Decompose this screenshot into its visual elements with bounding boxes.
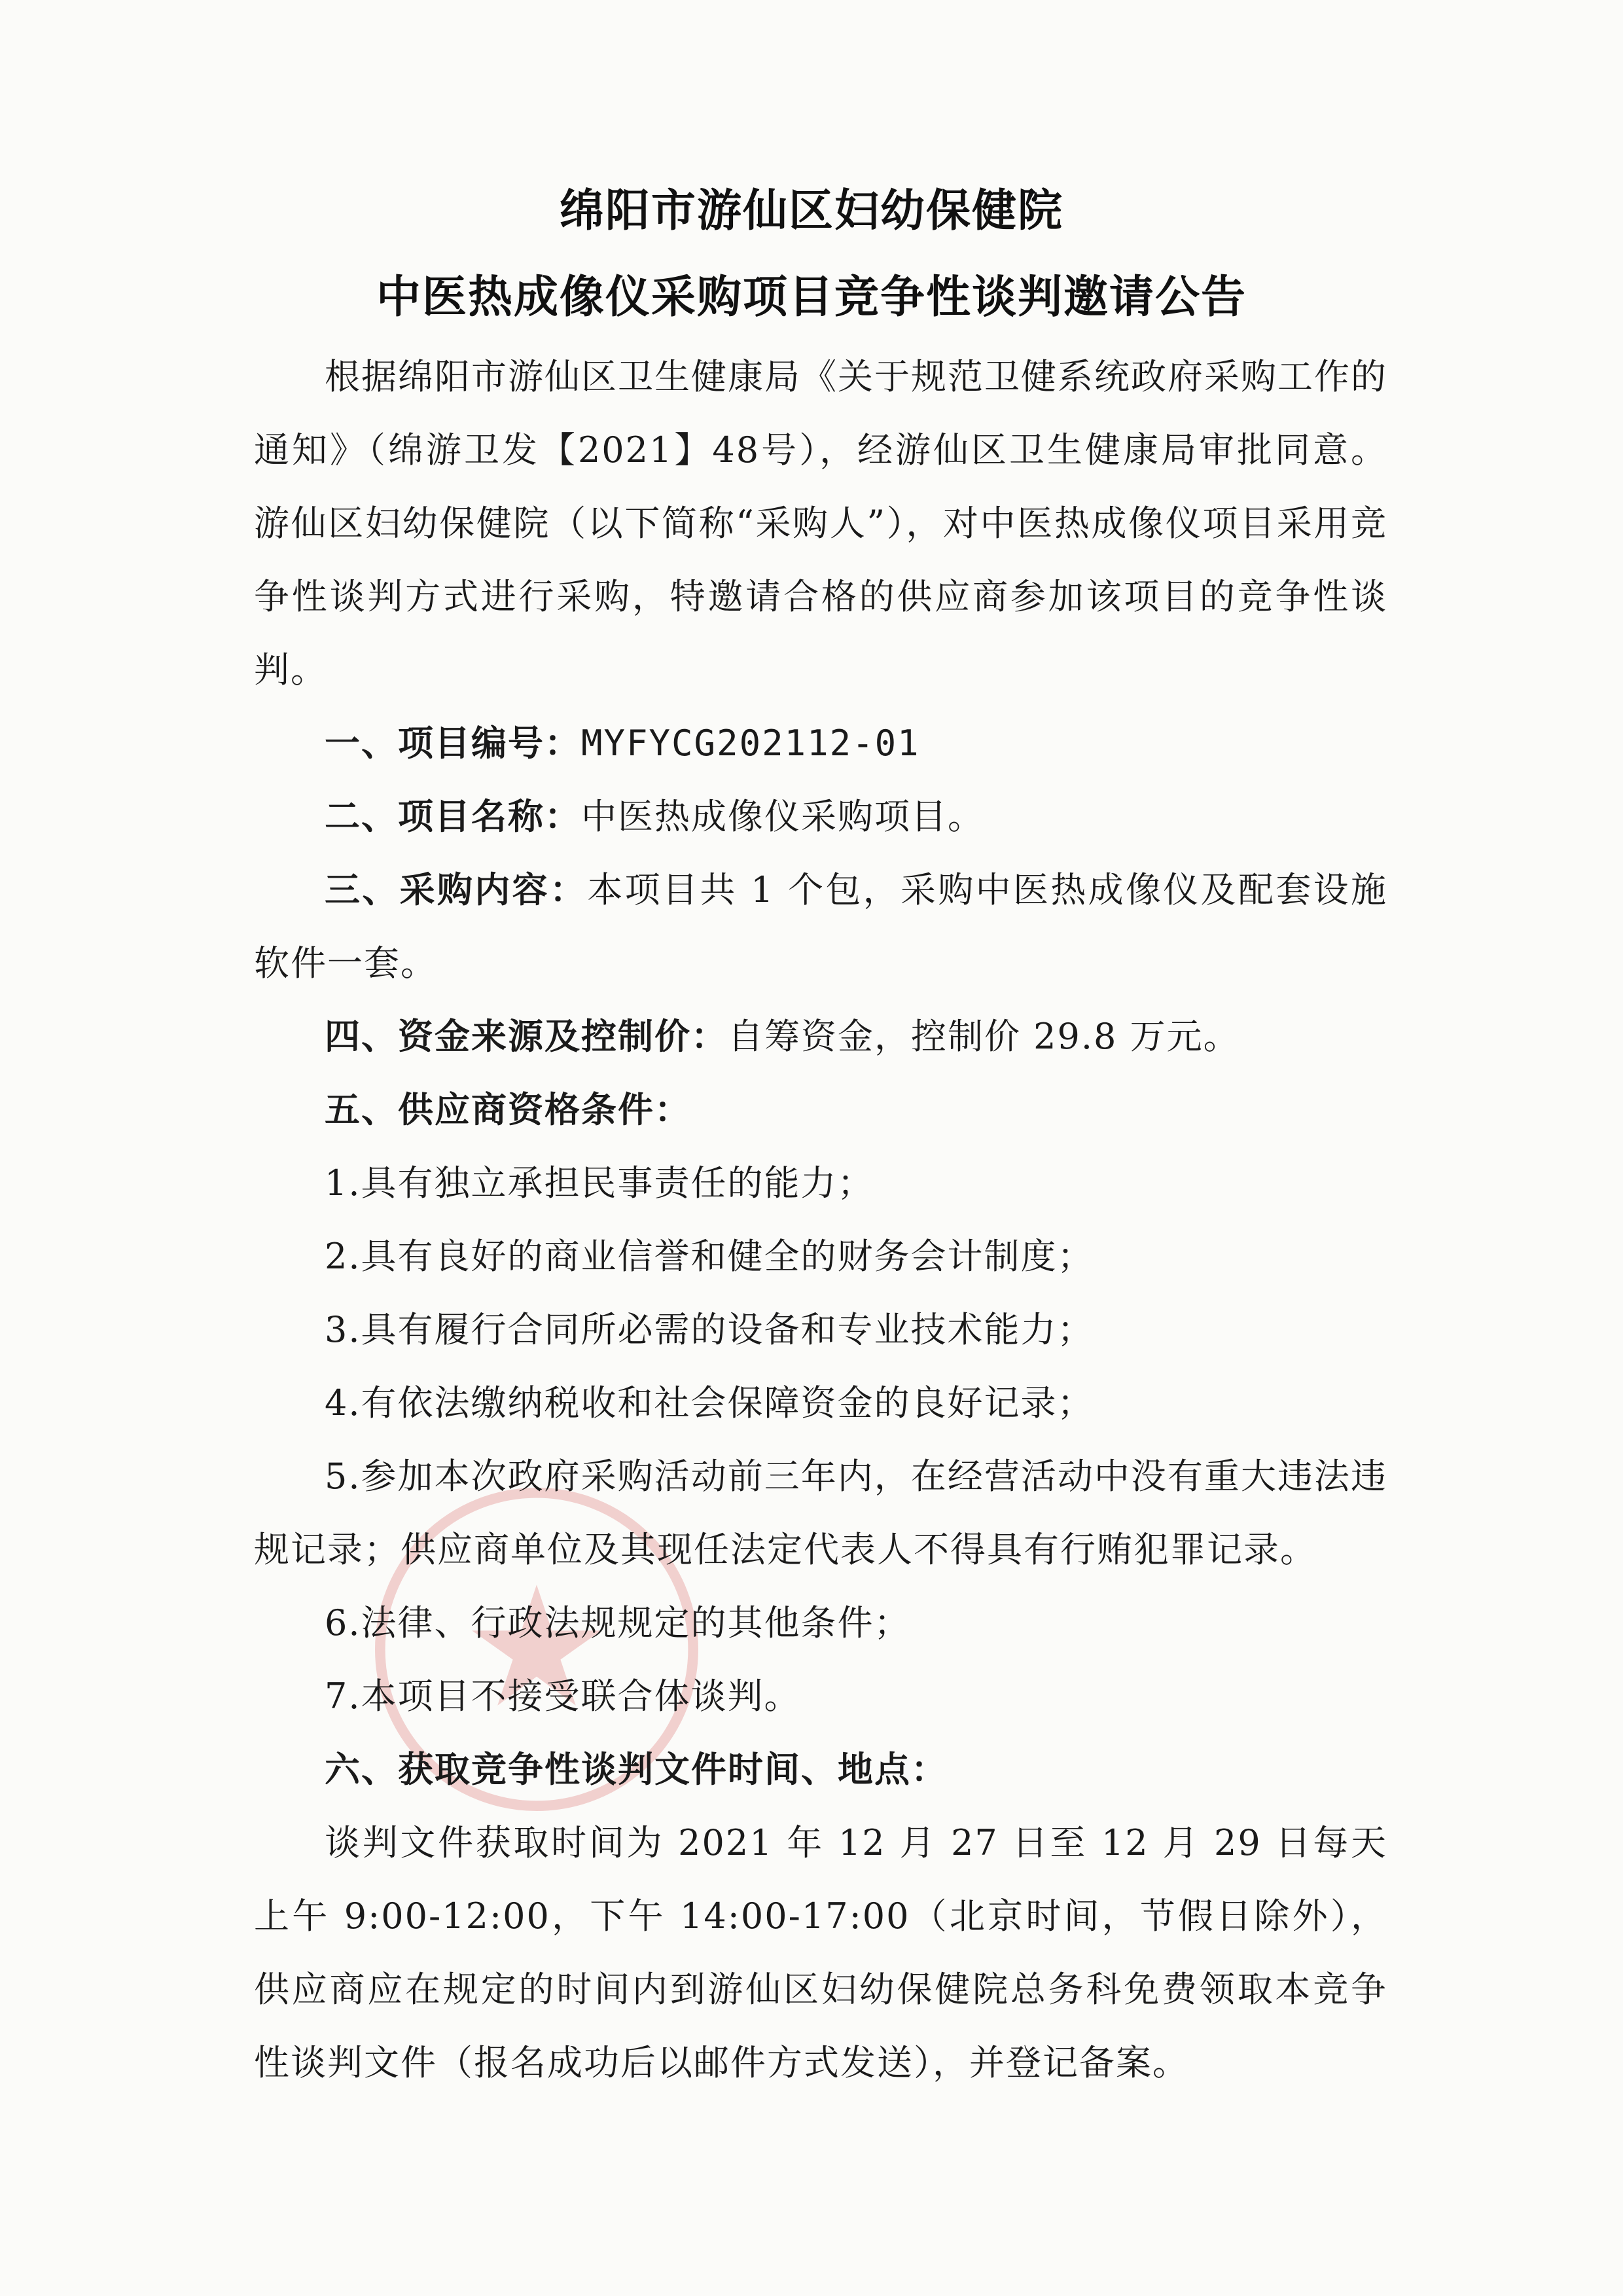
procurement-content-value: 本项目共 1 个包，采购中医热成像仪及配套设施软件一套。 xyxy=(254,869,1387,984)
condition-item: 5.参加本次政府采购活动前三年内，在经营活动中没有重大违法违规记录；供应商单位及其现任法定代表人不得具有行贿犯罪记录。 xyxy=(254,1456,1387,1570)
condition-item: 7.本项目不接受联合体谈判。 xyxy=(325,1676,801,1717)
section-project-number xyxy=(254,707,1387,780)
section-5-label: 五、供应商资格条件： xyxy=(325,1089,691,1130)
section-3-label: 三、采购内容： xyxy=(325,869,588,910)
section-funding xyxy=(254,1000,1387,1073)
document-body xyxy=(254,340,1387,2100)
section-supplier-qualifications xyxy=(254,1073,1387,1147)
section-procurement-content xyxy=(254,853,1387,1000)
funding-value: 自筹资金，控制价 29.8 万元。 xyxy=(728,1016,1240,1057)
acquisition-paragraph: 谈判文件获取时间为 2021 年 12 月 27 日至 12 月 29 日每天上午 9:00-12:00，下午 14:00-17:00（北京时间，节假日除外），供应商应在规定的时间内到游仙区妇幼保健院总务科免费领取本竞争性谈判文件（报名成功后以邮件方式发送），并登记备案。 xyxy=(254,1822,1387,2083)
condition-item: 6.法律、行政法规规定的其他条件； xyxy=(325,1602,911,1643)
section-project-name xyxy=(254,780,1387,853)
section-6-label: 六、获取竞争性谈判文件时间、地点： xyxy=(325,1749,948,1790)
project-number-value: MYFYCG202112-01 xyxy=(581,723,920,764)
condition-item: 1.具有独立承担民事责任的能力； xyxy=(325,1162,874,1204)
section-document-acquisition xyxy=(254,1733,1387,1806)
section-1-label: 一、项目编号： xyxy=(325,723,581,764)
title-line-1: 绵阳市游仙区妇幼保健院 xyxy=(559,185,1063,237)
title-line-2: 中医热成像仪采购项目竞争性谈判邀请公告 xyxy=(376,271,1247,323)
condition-item: 3.具有履行合同所必需的设备和专业技术能力； xyxy=(325,1309,1094,1350)
condition-item: 4.有依法缴纳税收和社会保障资金的良好记录； xyxy=(325,1382,1094,1424)
intro-paragraph: 根据绵阳市游仙区卫生健康局《关于规范卫健系统政府采购工作的通知》（绵游卫发【2021】48号），经游仙区卫生健康局审批同意。游仙区妇幼保健院（以下简称“采购人”），对中医热成像仪项目采用竞争性谈判方式进行采购，特邀请合格的供应商参加该项目的竞争性谈判。 xyxy=(254,356,1387,691)
section-4-label: 四、资金来源及控制价： xyxy=(325,1016,728,1057)
section-2-label: 二、项目名称： xyxy=(325,796,581,837)
project-name-value: 中医热成像仪采购项目。 xyxy=(581,796,984,837)
condition-item: 2.具有良好的商业信誉和健全的财务会计制度； xyxy=(325,1236,1094,1277)
